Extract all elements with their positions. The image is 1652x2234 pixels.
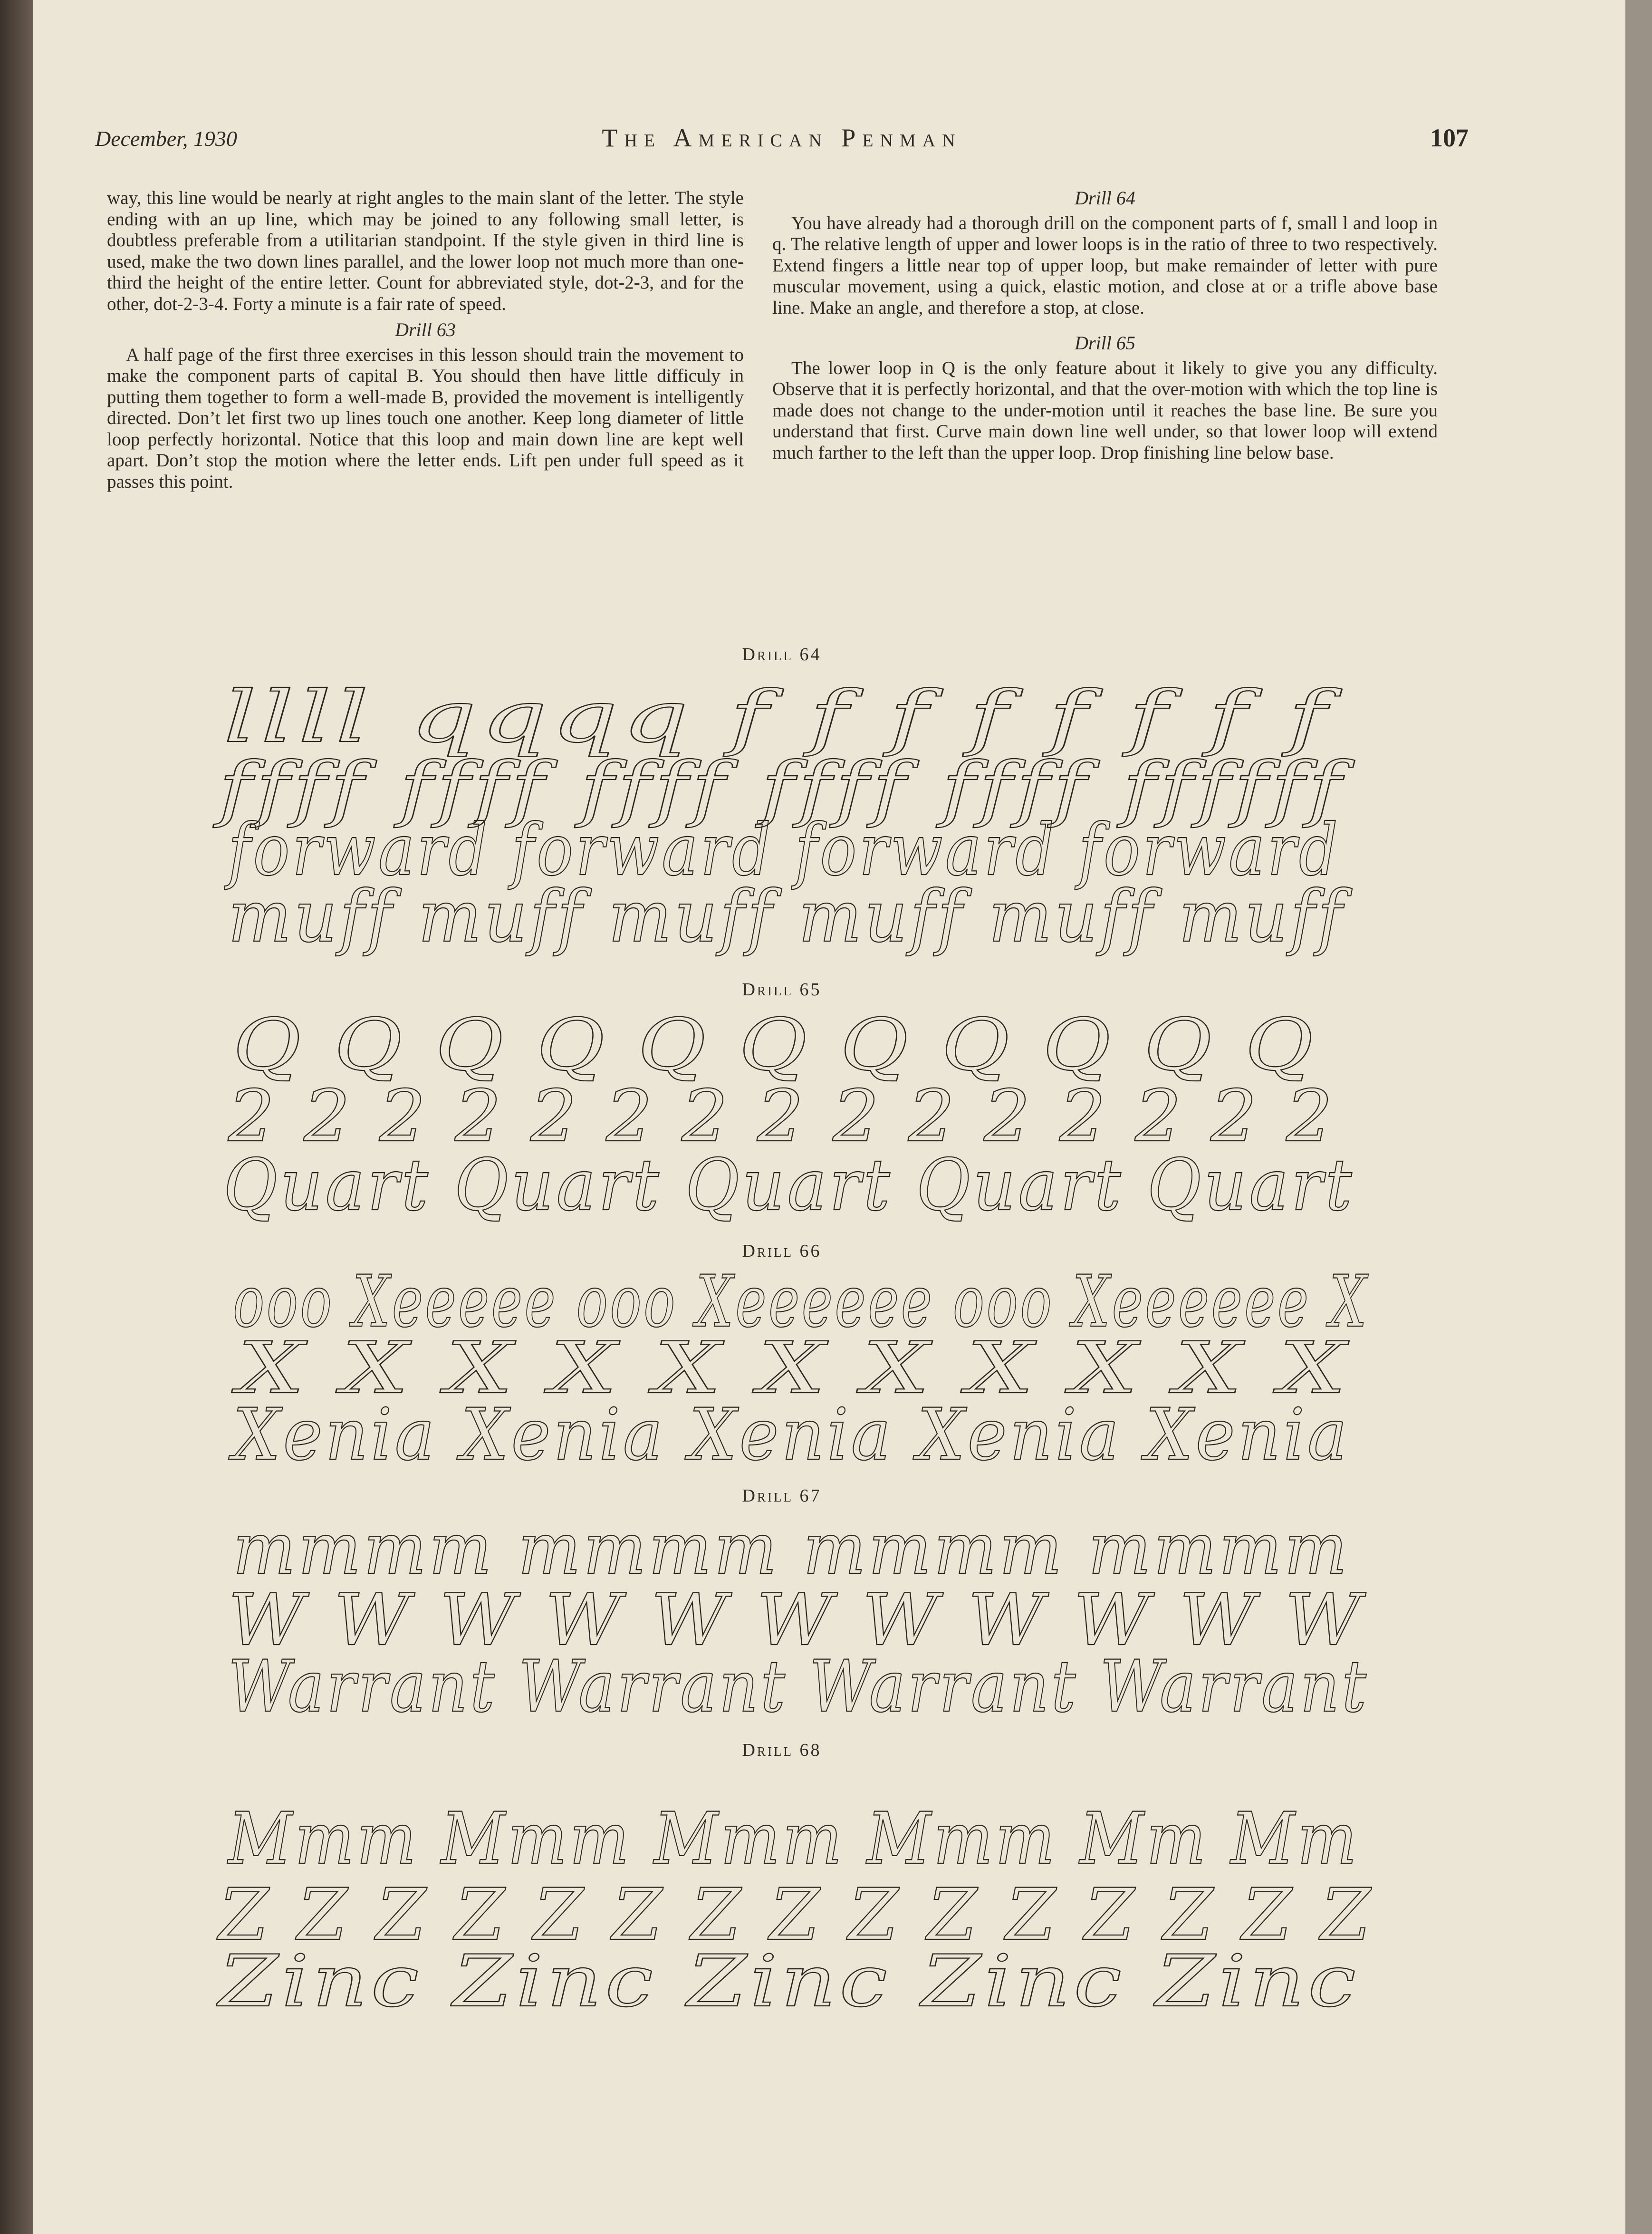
- paragraph: A half page of the first three exercises in this lesson should train the movement to make the component parts of capital B. You should then have little difficuly in putting them together to form a well-made B, provided the movement is intelligently directed. Don’t let first two up lines touch one another. Keep long diameter of little loop perfectly horizontal. Notice that this loop and main down line are kept well apart. Don’t stop the motion where the letter ends. Lift pen under full speed as it passes this point.: [107, 344, 744, 492]
- page-number: 107: [1430, 124, 1469, 152]
- script-line: forward forward forward forward: [224, 809, 1340, 892]
- page-edge: [1625, 0, 1652, 2234]
- script-line: Q Q Q Q Q Q Q Q Q Q Q: [233, 1004, 1316, 1087]
- script-line: Z Z Z Z Z Z Z Z Z Z Z Z Z Z Z: [216, 1874, 1373, 1956]
- drill-64-script: [190, 675, 1426, 960]
- drill-label: Drill 66: [742, 1241, 822, 1261]
- script-line: Zinc Zinc Zinc Zinc Zinc: [216, 1940, 1360, 2023]
- script-line: mmmm mmmm mmmm mmmm: [233, 1508, 1350, 1590]
- drill-65-script: [190, 1004, 1426, 1227]
- left-column: [107, 188, 744, 492]
- drill-68-script: [190, 1768, 1426, 2063]
- script-line: X X X X X X X X X X X: [231, 1327, 1350, 1410]
- drill-67-script: [190, 1508, 1426, 1728]
- paragraph: The lower loop in Q is the only feature about it likely to give you any difficulty. Observe that it is perfectly horizontal, and that the over-motion with which the top line is made does not change to the under-motion until it reaches the base line. Be sure you understand that first. Curve main down line well under, so that lower loop will extend much farther to the left than the upper loop. Drop finishing line below base.: [772, 357, 1438, 463]
- script-line: Mmm Mmm Mmm Mmm Mm Mm: [227, 1798, 1359, 1880]
- script-line: muff muff muff muff muff muff: [228, 876, 1353, 958]
- drill-heading: Drill 64: [1075, 187, 1135, 209]
- drill-label: Drill 64: [742, 645, 822, 664]
- paragraph: way, this line would be nearly at right angles to the main slant of the letter. The style ending with an up line, which may be joined to any following small letter, is doubtless preferable from a utilitarian standpoint. If the style given in third line is used, make the two down lines parallel, and the lower loop not much more than one-third the height of the entire letter. Count for abbreviated style, dot-2-3, and for the other, dot-2-3-4. Forty a minute is a fair rate of speed.: [107, 188, 744, 314]
- drill-label: Drill 68: [742, 1740, 822, 1760]
- drill-label: Drill 65: [742, 980, 822, 1000]
- running-header: [95, 126, 1469, 169]
- drill-label: Drill 67: [742, 1486, 822, 1506]
- header-date: December, 1930: [95, 126, 237, 151]
- script-line: llll qqqq f f f f f f f f: [223, 676, 1343, 759]
- script-line: ffff ffff ffff ffff ffff ffffff: [212, 747, 1355, 830]
- script-line: Warrant Warrant Warrant Warrant: [228, 1646, 1369, 1728]
- script-line: ooo Xeeeee ooo Xeeeeee ooo Xeeeeee X: [233, 1261, 1369, 1343]
- script-line: W W W W W W W W W W W: [228, 1579, 1367, 1662]
- script-line: 2 2 2 2 2 2 2 2 2 2 2 2 2 2 2: [227, 1075, 1336, 1158]
- drill-66-script: [190, 1261, 1426, 1476]
- drill-heading: Drill 65: [1075, 332, 1135, 354]
- right-column: [772, 188, 1438, 463]
- script-line: Xenia Xenia Xenia Xenia Xenia: [228, 1394, 1350, 1476]
- script-line: Quart Quart Quart Quart Quart: [223, 1144, 1354, 1227]
- book-gutter: [0, 0, 33, 2234]
- paragraph: You have already had a thorough drill on the component parts of f, small l and loop in q. The relative length of upper and lower loops is in the ratio of three to two respectively. Extend fingers a little near top of upper loop, but make remainder of letter with pure muscular movement, using a quick, elastic motion, and close at or a trifle above base line. Make an angle, and therefore a stop, at close.: [772, 212, 1438, 318]
- page: [33, 0, 1625, 2234]
- header-title: The American Penman: [602, 124, 962, 152]
- drill-heading: Drill 63: [395, 319, 456, 340]
